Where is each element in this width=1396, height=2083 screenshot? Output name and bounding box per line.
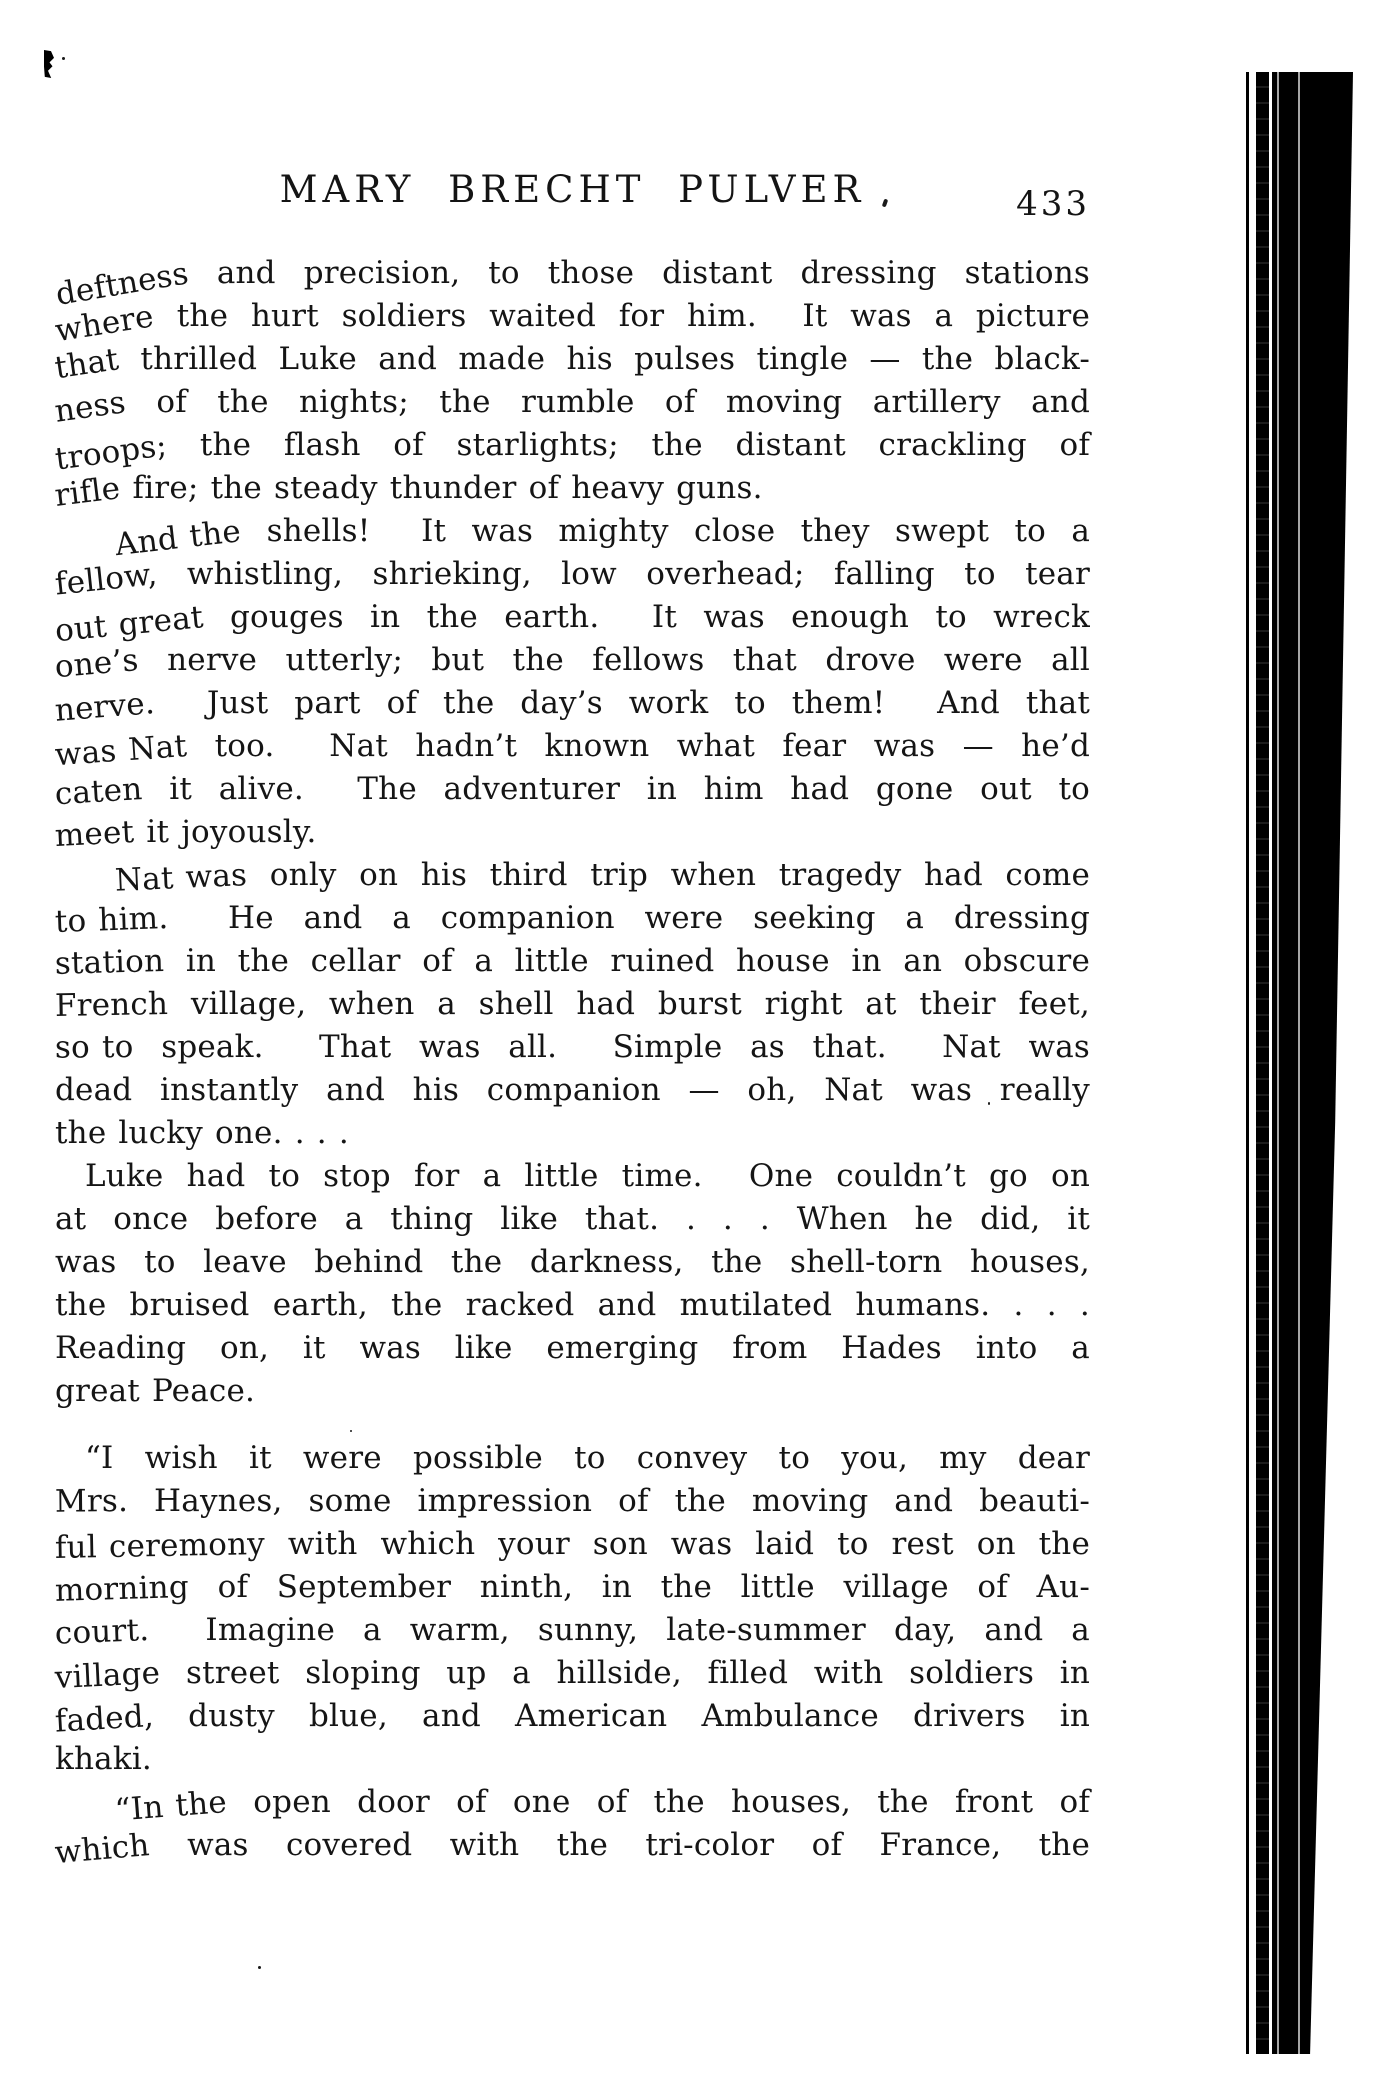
- paragraph: [53, 1781, 1090, 1872]
- body-text: [52, 252, 1090, 1872]
- gutter-line: [1246, 72, 1249, 2054]
- text-line: faded, dusty blue, and American Ambulance drivers in: [53, 1698, 1090, 1740]
- text-line: “In the open door of one of the houses, the front of: [113, 1784, 1090, 1829]
- page-content: [52, 168, 1090, 1872]
- text-line: where the hurt soldiers waited for him. It was a picture: [52, 298, 1090, 350]
- text-line: khaki.: [55, 1741, 152, 1777]
- gutter-stripe: [1256, 72, 1269, 2054]
- paragraph: [55, 1155, 1090, 1413]
- text-line: to him. He and a companion were seeking a dressing: [54, 900, 1090, 940]
- text-line: nerve. Just part of the day’s work to them! And that: [53, 685, 1090, 729]
- gutter-hairline: [1277, 72, 1279, 2054]
- text-line: one’s nerve utterly; but the fellows that drove were all: [53, 642, 1090, 686]
- paragraph: [52, 252, 1090, 514]
- page-title: MARY BRECHT PULVER: [279, 168, 866, 211]
- text-line: Mrs. Haynes, some impression of the moving and beauti-: [54, 1483, 1090, 1520]
- text-line: dead instantly and his companion — oh, Nat was really: [55, 1072, 1090, 1108]
- text-line: Luke had to stop for a little time. One couldn’t go on: [85, 1158, 1090, 1194]
- text-line: ful ceremony with which your son was laid to rest on the: [54, 1526, 1090, 1567]
- book-gutter-shadow: [1272, 72, 1353, 2054]
- text-line: at once before a thing like that. . . . When he did, it: [55, 1201, 1090, 1237]
- text-line: Nat was only on his third trip when tragedy had come: [114, 857, 1090, 899]
- ink-smudge: [44, 50, 54, 78]
- text-line: troops; the flash of starlights; the distant crackling of: [52, 427, 1090, 478]
- text-line: deftness and precision, to those distant dressing stations: [53, 255, 1090, 313]
- ink-speck: [258, 1966, 261, 1969]
- page-number: 433: [1016, 184, 1090, 224]
- text-line: station in the cellar of a little ruined house in an obscure: [54, 943, 1090, 982]
- paragraph: [55, 1437, 1090, 1781]
- text-line: village street sloping up a hillside, filled with soldiers in: [54, 1655, 1090, 1697]
- paragraph: [55, 510, 1090, 854]
- text-line: morning of September ninth, in the little village of Au-: [54, 1569, 1090, 1609]
- text-line: fellow, whistling, shrieking, low overhead; falling to tear: [53, 556, 1090, 603]
- text-line: And the shells! It was mighty close they swept to a: [113, 513, 1090, 564]
- text-line: was Nat too. Nat hadn’t known what fear was — he’d: [53, 728, 1090, 774]
- text-line: Reading on, it was like emerging from Hades into a: [55, 1330, 1090, 1366]
- paragraph: [55, 854, 1090, 1155]
- text-line: was to leave behind the darkness, the shell-torn houses,: [55, 1244, 1090, 1280]
- text-line: great Peace.: [55, 1373, 256, 1409]
- text-line: ness of the nights; the rumble of moving artillery and: [52, 384, 1090, 430]
- text-line: out great gouges in the earth. It was enough to wreck: [53, 599, 1090, 650]
- text-line: “I wish it were possible to convey to you, my dear: [85, 1440, 1090, 1476]
- text-line: the bruised earth, the racked and mutilated humans. . . .: [55, 1287, 1090, 1323]
- text-line: that thrilled Luke and made his pulses tingle — the black-: [52, 341, 1090, 387]
- gutter-hairline: [1298, 72, 1300, 2054]
- text-line: so to speak. That was all. Simple as that. Nat was: [54, 1029, 1090, 1066]
- ink-speck: [62, 57, 65, 60]
- text-line: the lucky one. . . .: [55, 1115, 349, 1151]
- text-line: meet it joyously.: [53, 814, 317, 855]
- text-line: French village, when a shell had burst right at their feet,: [54, 986, 1090, 1024]
- text-line: court. Imagine a warm, sunny, late-summer day, and a: [54, 1612, 1090, 1652]
- running-header: [55, 168, 1090, 224]
- text-line: caten it alive. The adventurer in him had gone out to: [53, 771, 1090, 813]
- text-line: rifle fire; the steady thunder of heavy guns.: [52, 470, 763, 514]
- text-line: which was covered with the tri-color of France, the: [53, 1827, 1090, 1872]
